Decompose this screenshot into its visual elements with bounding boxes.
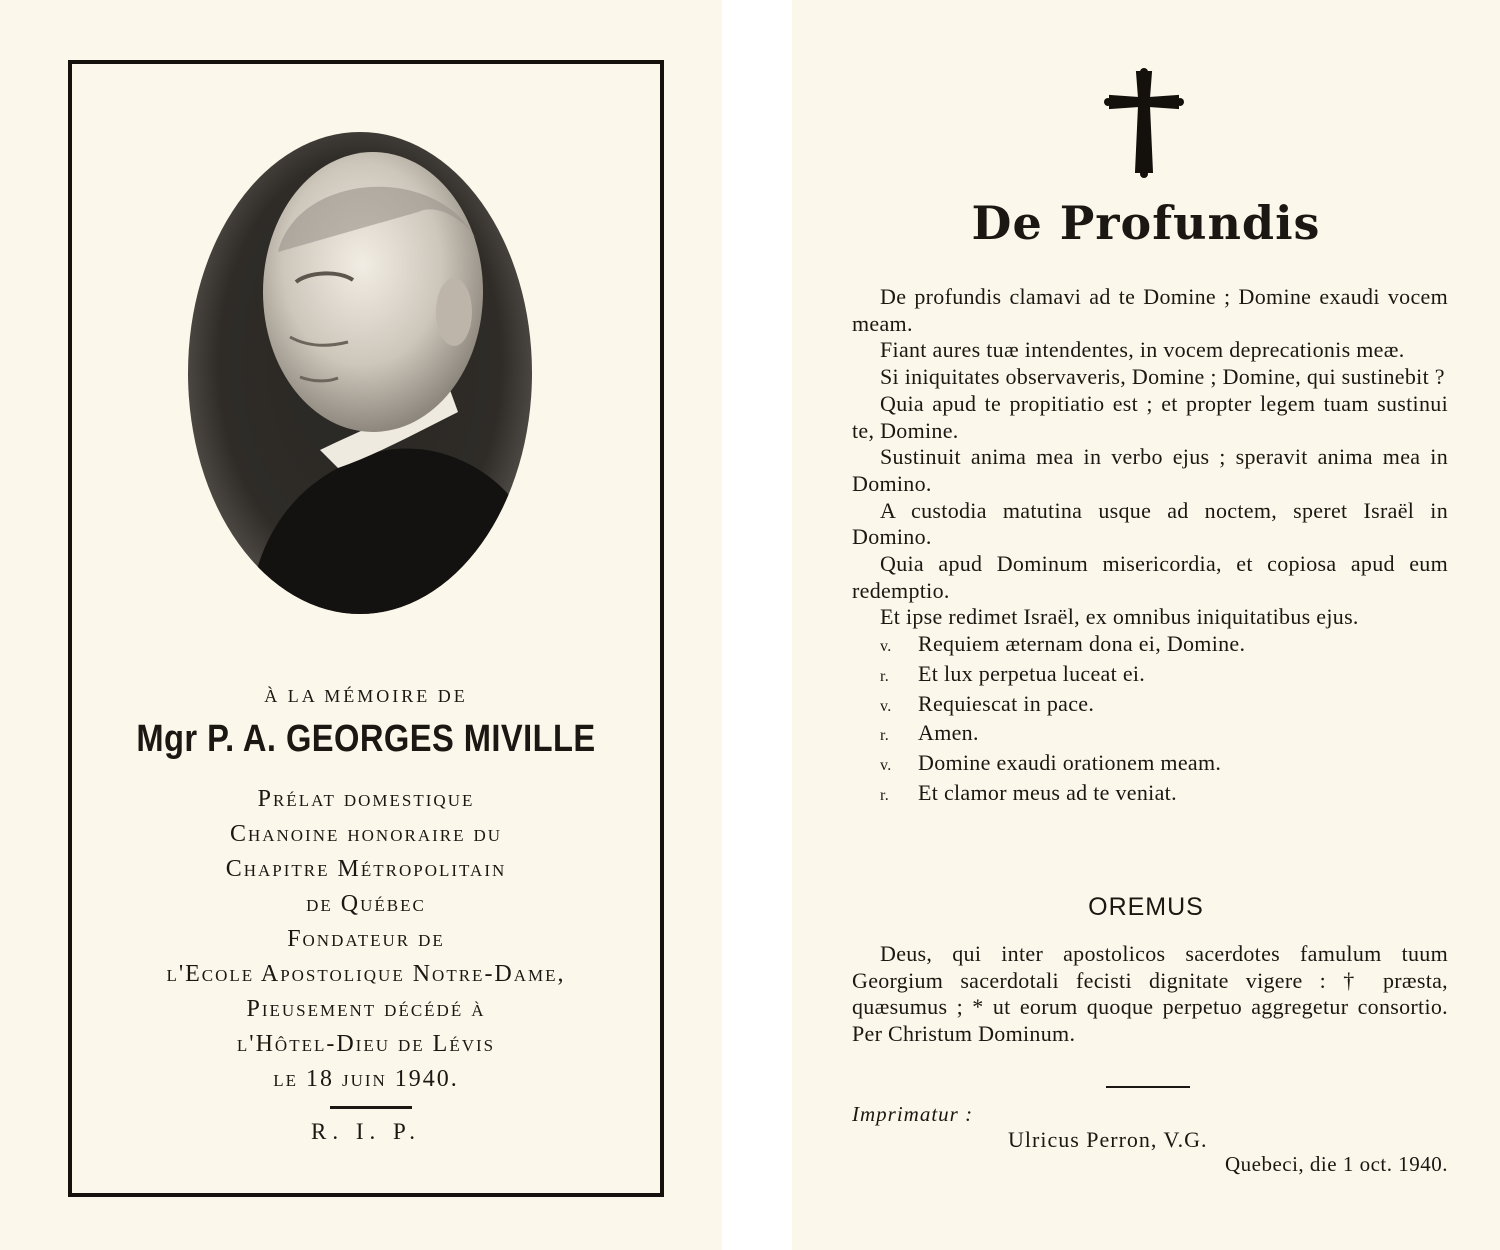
memorial-card-back: [792, 0, 1500, 1250]
versicle-text: Et clamor meus ad te veniat.: [918, 779, 1177, 805]
divider-rule: [1106, 1086, 1190, 1088]
divider-rule: [330, 1106, 412, 1109]
closing-prayer: Deus, qui inter apostolicos sacerdotes famulum tuum Georgium sacerdotali fecisti dignitate vigere : † præsta, quæsumus ; * ut eorum quoque perpetuo aggregetur consortio. Per Christum Dominum.: [852, 941, 1448, 1047]
versicle-text: Amen.: [918, 720, 979, 746]
versicle-line: [852, 631, 1448, 661]
psalm-verse: Quia apud te propitiatio est ; et propter legem tuam sustinui te, Domine.: [852, 390, 1448, 443]
title-line: Fondateur de: [287, 926, 445, 952]
prayer-title: De Profundis: [971, 196, 1321, 250]
versicle-text: Requiescat in pace.: [918, 690, 1095, 716]
versicle-mark: r.: [880, 786, 890, 804]
title-line: l'Ecole Apostolique Notre-Dame,: [166, 961, 566, 987]
title-line: Pieusement décédé à: [246, 996, 486, 1022]
psalm-verse: Quia apud Dominum misericordia, et copiosa apud eum redemptio.: [852, 551, 1448, 603]
titles-block: [72, 782, 660, 1097]
versicle-line: [852, 720, 1448, 750]
imprimatur-date: Quebeci, die 1 oct. 1940.: [1224, 1152, 1448, 1176]
psalm-verse: A custodia matutina usque ad noctem, speret Israël in Domino.: [852, 497, 1448, 550]
black-border-frame: [68, 60, 664, 1197]
versicle-text: Domine exaudi orationem meam.: [918, 749, 1222, 775]
cross-icon: [1104, 68, 1184, 178]
deceased-name: Mgr P. A. GEORGES MIVILLE: [136, 718, 596, 760]
title-line: Chapitre Métropolitain: [225, 856, 507, 882]
portrait-photo: [188, 132, 532, 614]
portrait-illustration: [188, 132, 532, 614]
psalm-text: [852, 284, 1448, 809]
psalm-verse: Et ipse redimet Israël, ex omnibus iniquitatibus ejus.: [880, 604, 1359, 630]
versicle-text: Et lux perpetua luceat ei.: [918, 660, 1146, 686]
versicle-mark: v.: [880, 638, 892, 656]
title-line: l'Hôtel-Dieu de Lévis: [236, 1031, 496, 1057]
rip-text: R. I. P.: [311, 1119, 421, 1144]
imprimatur-label: Imprimatur :: [852, 1102, 974, 1126]
psalm-verse: Si iniquitates observaveris, Domine ; Domine, qui sustinebit ?: [880, 364, 1445, 390]
versicle-mark: r.: [880, 667, 890, 685]
versicle-line: [852, 750, 1448, 780]
versicle-line: [852, 691, 1448, 721]
in-memory-of-label: À LA MÉMOIRE DE: [264, 686, 468, 706]
versicle-mark: r.: [880, 727, 890, 745]
psalm-verse: Fiant aures tuæ intendentes, in vocem deprecationis meæ.: [880, 337, 1405, 363]
versicle-line: [852, 661, 1448, 691]
versicle-mark: v.: [880, 697, 892, 715]
title-line: le 18 juin 1940.: [273, 1066, 459, 1092]
versicle-text: Requiem æternam dona ei, Domine.: [918, 631, 1246, 657]
versicle-mark: v.: [880, 756, 892, 774]
title-line: Prélat domestique: [257, 786, 475, 812]
memorial-card-front: [0, 0, 722, 1250]
versicle-line: [852, 780, 1448, 810]
oremus-heading: OREMUS: [1088, 893, 1204, 921]
title-line: Chanoine honoraire du: [229, 821, 503, 847]
psalm-verse: De profundis clamavi ad te Domine ; Domine exaudi vocem meam.: [852, 284, 1448, 336]
psalm-verse: Sustinuit anima mea in verbo ejus ; speravit anima mea in Domino.: [852, 444, 1448, 496]
title-line: de Québec: [306, 891, 426, 917]
imprimatur-name: Ulricus Perron, V.G.: [1008, 1127, 1208, 1152]
